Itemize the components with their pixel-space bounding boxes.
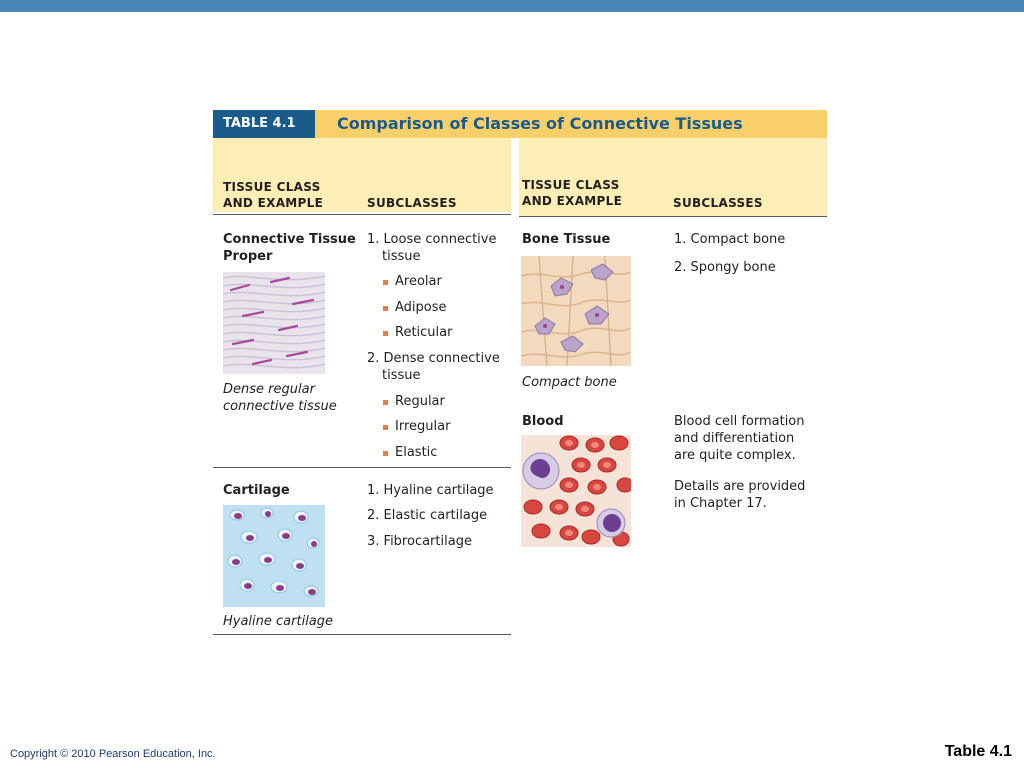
blood-note-details (674, 478, 805, 512)
dense-item-regular: Regular (395, 394, 445, 409)
dense-ct-subclass (367, 350, 500, 384)
left-header-rule (213, 214, 511, 215)
loose-ct-subclass (367, 231, 497, 265)
ct-proper-caption (223, 381, 337, 415)
ct-proper-caption-line2: connective tissue (223, 399, 337, 414)
blood-note2-line2: in Chapter 17. (674, 496, 767, 511)
cartilage-caption: Hyaline cartilage (223, 614, 334, 629)
loose-item-areolar: Areolar (395, 274, 442, 289)
dense-item-elastic: Elastic (395, 445, 438, 460)
bullet-icon (383, 331, 388, 336)
row-divider (213, 467, 511, 468)
blood-note2-line1: Details are provided (674, 479, 806, 494)
top-bar (0, 0, 1024, 12)
loose-ct-line2: tissue (382, 249, 421, 264)
bottom-rule (213, 634, 511, 635)
ct-proper-class-line1: Connective Tissue (223, 232, 356, 247)
loose-item-adipose: Adipose (395, 300, 447, 315)
bone-item-compact: 1. Compact bone (674, 232, 786, 247)
blood-note1-line3: are quite complex. (674, 448, 796, 463)
dense-regular-tissue-image (223, 272, 325, 374)
left-subclasses-header: SUBCLASSES (367, 196, 457, 210)
left-tissue-class-header (223, 179, 323, 211)
bone-caption: Compact bone (522, 375, 617, 390)
right-tissue-class-header-line1: TISSUE CLASS (522, 178, 620, 192)
blood-class: Blood (522, 414, 564, 429)
ct-proper-class-line2: Proper (223, 249, 273, 264)
cartilage-item-hyaline: 1. Hyaline cartilage (367, 483, 494, 498)
loose-item-reticular: Reticular (395, 325, 453, 340)
cartilage-class: Cartilage (223, 483, 290, 498)
dense-ct-line1: 2. Dense connective (367, 351, 500, 366)
blood-note1-line2: and differentiation (674, 431, 795, 446)
blood-note-formation (674, 413, 805, 464)
blood-image (521, 435, 631, 547)
bullet-icon (383, 400, 388, 405)
ct-proper-class (223, 231, 356, 265)
cartilage-item-elastic: 2. Elastic cartilage (367, 508, 488, 523)
left-tissue-class-header-line2: AND EXAMPLE (223, 196, 324, 210)
bullet-icon (383, 280, 388, 285)
loose-ct-line1: 1. Loose connective (367, 232, 497, 247)
table-label: TABLE 4.1 (213, 110, 315, 138)
hyaline-cartilage-image (223, 505, 325, 607)
compact-bone-image (521, 256, 631, 366)
right-tissue-class-header-line2: AND EXAMPLE (522, 194, 623, 208)
right-tissue-class-header (522, 177, 622, 209)
copyright-notice: Copyright © 2010 Pearson Education, Inc. (10, 748, 216, 760)
table-title: Comparison of Classes of Connective Tissues (315, 110, 827, 138)
bullet-icon (383, 451, 388, 456)
cartilage-item-fibro: 3. Fibrocartilage (367, 534, 472, 549)
connective-tissue-table (213, 110, 827, 640)
bone-item-spongy: 2. Spongy bone (674, 260, 776, 275)
table-reference: Table 4.1 (944, 743, 1012, 760)
bullet-icon (383, 306, 388, 311)
blood-note1-line1: Blood cell formation (674, 414, 805, 429)
bone-class: Bone Tissue (522, 232, 611, 247)
bullet-icon (383, 425, 388, 430)
left-tissue-class-header-line1: TISSUE CLASS (223, 180, 321, 194)
right-header-rule (519, 216, 827, 217)
right-subclasses-header: SUBCLASSES (673, 196, 763, 210)
dense-item-irregular: Irregular (395, 419, 451, 434)
dense-ct-line2: tissue (382, 368, 421, 383)
ct-proper-caption-line1: Dense regular (223, 382, 315, 397)
